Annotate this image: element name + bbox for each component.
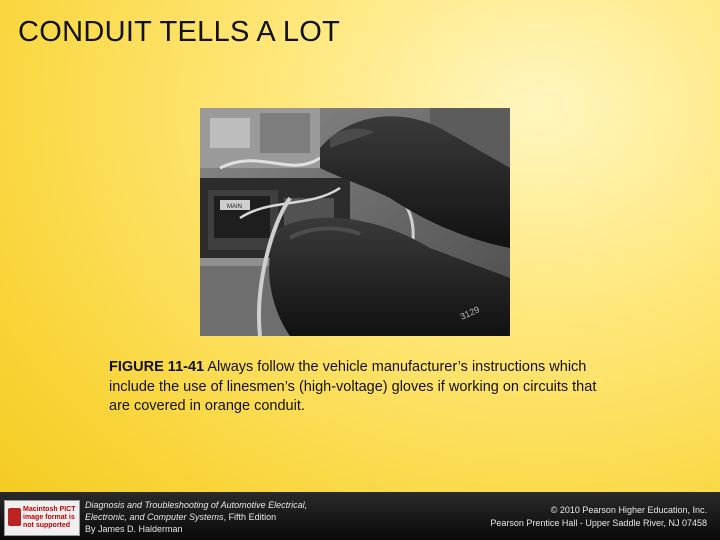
publisher-logo bbox=[4, 500, 80, 536]
book-title-line1: Diagnosis and Troubleshooting of Automotive Electrical, bbox=[85, 500, 308, 510]
publisher-address: Pearson Prentice Hall - Upper Saddle River, NJ 07458 bbox=[490, 517, 707, 528]
figure-caption bbox=[109, 358, 619, 417]
component-label: MAIN bbox=[227, 204, 242, 210]
logo-placeholder-text: Macintosh PICT image format is not supported bbox=[23, 506, 76, 529]
book-citation bbox=[85, 499, 307, 535]
book-title-line2: Electronic, and Computer Systems bbox=[85, 512, 224, 522]
book-author: By James D. Halderman bbox=[85, 524, 183, 534]
figure-label: FIGURE 11-41 bbox=[109, 359, 205, 375]
book-edition: , Fifth Edition bbox=[223, 512, 277, 522]
copyright-text: © 2010 Pearson Higher Education, Inc. bbox=[550, 505, 707, 515]
slide-title: CONDUIT TELLS A LOT bbox=[18, 16, 341, 48]
mac-icon bbox=[8, 508, 21, 526]
glove-marking: 3129 bbox=[458, 304, 481, 322]
copyright-block bbox=[490, 504, 707, 529]
figure-photo bbox=[200, 108, 510, 336]
gloved-hands-photo bbox=[200, 108, 510, 336]
figure-caption-text: Always follow the vehicle manufacturer’s instructions which include the use of linesmen’s (high-voltage) gloves if working on circuits that are covered in orange conduit. bbox=[109, 359, 597, 414]
